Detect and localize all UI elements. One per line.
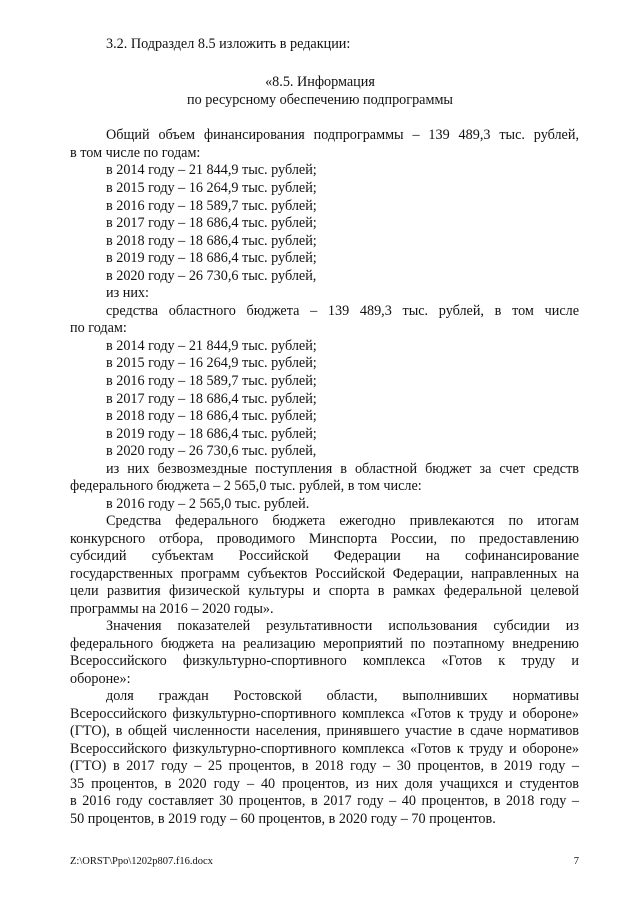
footer-page-number: 7: [573, 856, 579, 867]
federal-transfer-continuation: федерального бюджета – 2 565,0 тыс. рублей, в том числе:: [70, 478, 422, 494]
federal-paragraph-line-3: субсидий субъектам Российской Федерации на софинансирование: [70, 548, 579, 564]
regional-budget-line: средства областного бюджета – 139 489,3 тыс. рублей, в том числе: [106, 303, 579, 319]
total-year-2017: в 2017 году – 18 686,4 тыс. рублей;: [106, 215, 317, 231]
footer-file-path: Z:\ORST\Ppo\1202p807.f16.docx: [70, 856, 213, 867]
total-year-2014: в 2014 году – 21 844,9 тыс. рублей;: [106, 162, 317, 178]
share-paragraph-line-2: Всероссийского физкультурно-спортивного комплекса «Готов к труду и обороне»: [70, 706, 579, 722]
share-paragraph-line-4: Всероссийского физкультурно-спортивного комплекса «Готов к труду и обороне»: [70, 741, 579, 757]
share-paragraph-line-7: в 2016 году составляет 30 процентов, в 2017 году – 40 процентов, в 2018 году –: [70, 793, 579, 809]
total-year-2016: в 2016 году – 18 589,7 тыс. рублей;: [106, 198, 317, 214]
indicators-paragraph-line-1: Значения показателей результативности использования субсидии из: [106, 618, 579, 634]
federal-paragraph-line-6: программы на 2016 – 2020 годы».: [70, 601, 274, 617]
indicators-paragraph-line-3: Всероссийского физкультурно-спортивного комплекса «Готов к труду и: [70, 653, 579, 669]
regional-year-2017: в 2017 году – 18 686,4 тыс. рублей;: [106, 391, 317, 407]
indicators-paragraph-line-2: федерального бюджета на реализацию мероприятий по поэтапному внедрению: [70, 636, 579, 652]
federal-paragraph-line-2: конкурсного отбора, проводимого Минспорта России, по предоставлению: [70, 531, 579, 547]
federal-transfer-line: из них безвозмездные поступления в областной бюджет за счет средств: [106, 461, 579, 477]
of-them-label: из них:: [106, 285, 149, 301]
share-paragraph-line-5: (ГТО) в 2017 году – 25 процентов, в 2018 году – 30 процентов, в 2019 году –: [70, 758, 579, 774]
federal-paragraph-line-1: Средства федерального бюджета ежегодно привлекаются по итогам: [106, 513, 579, 529]
total-funding-continuation: в том числе по годам:: [70, 145, 201, 161]
regional-budget-continuation: по годам:: [70, 320, 127, 336]
total-year-2018: в 2018 году – 18 686,4 тыс. рублей;: [106, 233, 317, 249]
federal-paragraph-line-4: государственных программ субъектов Российской Федерации, направленных на: [70, 566, 579, 582]
regional-year-2015: в 2015 году – 16 264,9 тыс. рублей;: [106, 355, 317, 371]
regional-year-2018: в 2018 году – 18 686,4 тыс. рублей;: [106, 408, 317, 424]
total-funding-line: Общий объем финансирования подпрограммы – 139 489,3 тыс. рублей,: [106, 127, 579, 143]
total-year-2015: в 2015 году – 16 264,9 тыс. рублей;: [106, 180, 317, 196]
section-heading-line-1: «8.5. Информация: [265, 74, 375, 90]
share-paragraph-line-1: доля граждан Ростовской области, выполнивших нормативы: [106, 688, 579, 704]
share-paragraph-line-8: 50 процентов, в 2019 году – 60 процентов, в 2020 году – 70 процентов.: [70, 811, 496, 827]
section-heading-line-2: по ресурсному обеспечению подпрограммы: [187, 92, 453, 108]
regional-year-2014: в 2014 году – 21 844,9 тыс. рублей;: [106, 338, 317, 354]
indicators-paragraph-line-4: обороне»:: [70, 671, 131, 687]
regional-year-2016: в 2016 году – 18 589,7 тыс. рублей;: [106, 373, 317, 389]
share-paragraph-line-3: (ГТО), в общей численности населения, принявшего участие в сдаче нормативов: [70, 723, 579, 739]
total-year-2019: в 2019 году – 18 686,4 тыс. рублей;: [106, 250, 317, 266]
regional-year-2019: в 2019 году – 18 686,4 тыс. рублей;: [106, 426, 317, 442]
federal-paragraph-line-5: цели развития физической культуры и спорта в рамках федеральной целевой: [70, 583, 579, 599]
federal-transfer-year-2016: в 2016 году – 2 565,0 тыс. рублей.: [106, 496, 310, 512]
share-paragraph-line-6: 35 процентов, в 2020 году – 40 процентов, из них доля учащихся и студентов: [70, 776, 579, 792]
section-instruction: 3.2. Подраздел 8.5 изложить в редакции:: [106, 36, 351, 52]
total-year-2020: в 2020 году – 26 730,6 тыс. рублей,: [106, 268, 317, 284]
regional-year-2020: в 2020 году – 26 730,6 тыс. рублей,: [106, 443, 317, 459]
